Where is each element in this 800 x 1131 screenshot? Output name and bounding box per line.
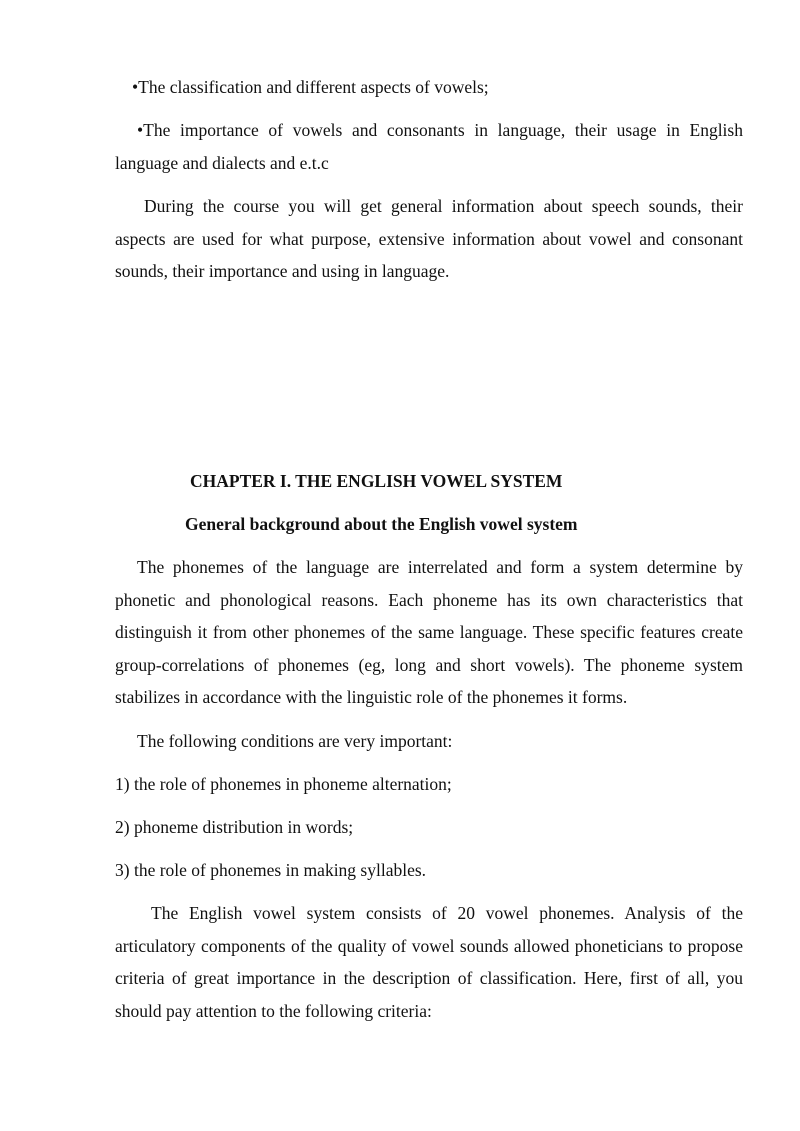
condition-item: 1) the role of phonemes in phoneme alternation; <box>115 774 452 794</box>
chapter-title: CHAPTER I. THE ENGLISH VOWEL SYSTEM <box>190 471 563 491</box>
body-paragraph: The English vowel system consists of 20 vowel phonemes. Analysis of the articulatory components of the quality of vowel sounds allowed phoneticians to propose criteria of great importance in the description of classification. Here, first of all, you should pay attention to the following criteria: <box>115 903 743 1021</box>
bullet-item: •The classification and different aspects of vowels; <box>132 77 489 97</box>
conditions-intro: The following conditions are very important: <box>137 731 453 751</box>
bullet-item: •The importance of vowels and consonants in language, their usage in English language and dialects and e.t.c <box>115 120 743 173</box>
intro-paragraph: During the course you will get general information about speech sounds, their aspects are used for what purpose, extensive information about vowel and consonant sounds, their importance and using in language. <box>115 196 743 281</box>
body-paragraph: The phonemes of the language are interrelated and form a system determine by phonetic and phonological reasons. Each phoneme has its own characteristics that distinguish it from other phonemes of the same language. These specific features create group-correlations of phonemes (eg, long and short vowels). The phoneme system stabilizes in accordance with the linguistic role of the phonemes it forms. <box>115 557 743 707</box>
section-title: General background about the English vowel system <box>185 514 578 534</box>
condition-item: 2) phoneme distribution in words; <box>115 817 354 837</box>
condition-item: 3) the role of phonemes in making syllables. <box>115 860 427 880</box>
